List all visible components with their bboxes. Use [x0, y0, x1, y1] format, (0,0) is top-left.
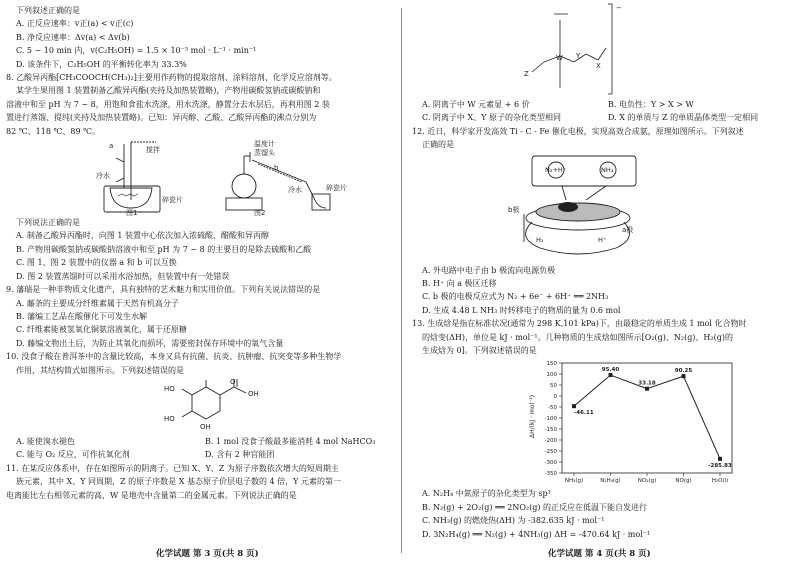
data-label: 33.18	[638, 381, 656, 388]
struct-label-ho-2: HO	[164, 414, 175, 423]
q11-line-1: 11. 在某反应体系中，存在如图所示的阴离子。已知 X、Y、Z 为原子序数依次增大的短周期主	[6, 463, 339, 473]
q8-option-c: C. 图 1、图 2 装置中的仪器 a 和 b 可以互换	[16, 258, 177, 268]
q13-option-d: D. 3N₂H₄(g) ══ N₂(g) + 4NH₃(g) ΔH = -470.64 kJ · mol⁻¹	[422, 529, 651, 539]
struct-label-oh-1: OH	[200, 422, 211, 431]
q8-apparatus-figure	[6, 138, 394, 216]
data-point	[645, 387, 649, 391]
q10-option-d: D. 含有 2 种官能团	[205, 450, 275, 460]
gallic-acid-structure	[6, 377, 394, 435]
fig1-label-stir: 搅拌	[146, 146, 160, 155]
data-point	[718, 457, 722, 461]
q10-option-c: C. 能与 O₂ 反应，可作抗氧化剂	[16, 450, 130, 460]
q13-option-a: A. N₂H₄ 中氮原子的杂化类型为 sp³	[422, 489, 551, 499]
question-11-options	[412, 98, 794, 125]
q13-line-2: 的焓变(ΔH)，单位是 kJ · mol⁻¹。几种物质的生成焓如图所示[O₂(g)、N₂(g)、H₂(g)的	[422, 332, 733, 342]
apparatus-drawing	[6, 138, 394, 216]
fig2-label-water: 冷水	[288, 186, 302, 195]
anion-label-w: W	[556, 54, 563, 62]
q12-line-2: 正确的是	[422, 140, 454, 150]
anion-label-y: Y	[576, 52, 581, 60]
y-tick-label: 50	[550, 383, 557, 390]
left-page	[6, 0, 394, 565]
left-page-footer: 化学试题 第 3 页(共 8 页)	[156, 548, 259, 559]
right-page-footer: 化学试题 第 4 页(共 8 页)	[548, 548, 651, 559]
anion-label-z-1: Z	[524, 70, 529, 78]
fig-label-h-ion: H⁺	[598, 235, 607, 244]
fig-label-n2-h: N₂+H⁺	[545, 165, 567, 174]
q8-option-b: B. 产物用碳酸氢钠或碳酸钠溶液中和至 pH 为 7 ~ 8 的主要目的是除去硫酸和乙酸	[16, 244, 312, 254]
data-label: 90.25	[674, 368, 693, 375]
q9-option-d: D. 藤编文物出土后，为防止其氧化而损坏，需要密封保存环境中的氧气含量	[16, 338, 284, 348]
q9-option-c: C. 纤维素能被氢氧化铜氨溶液氧化，属于还原糖	[16, 325, 187, 335]
svg-text:b: b	[274, 164, 279, 173]
struct-label-ho-1: HO	[164, 384, 175, 393]
q9-option-b: B. 藩编工艺品在酸催化下可发生水解	[16, 311, 147, 321]
svg-text:−: −	[616, 4, 622, 12]
structure-drawing	[6, 377, 394, 435]
question-8	[6, 71, 394, 283]
q8-line-3: 溶液中和至 pH 为 7 ~ 8，用饱和食盐水洗涤，用水洗涤，静置分去水层后，再利用图 2 装	[6, 99, 330, 109]
chart-ylabel: ΔH/(kJ · mol⁻¹)	[529, 395, 536, 439]
q13-option-c: C. NH₃(g) 的燃烧热(ΔH) 为 -382.635 kJ · mol⁻¹	[422, 516, 605, 526]
x-tick-label: NO(g)	[675, 478, 692, 485]
q7-option-c: C. 5 ~ 10 min 内，v(C₂H₅OH) = 1.5 × 10⁻³ mol · L⁻¹ · min⁻¹	[16, 46, 257, 56]
y-tick-label: -300	[544, 460, 557, 467]
q10-option-a: A. 能使溴水褪色	[16, 436, 75, 446]
q8-line-5: 82 ℃、118 ℃、89 ℃。	[6, 126, 101, 136]
q11-option-b: B. 电负性：Y > X > W	[608, 100, 694, 109]
data-label: -285.83	[708, 463, 732, 470]
struct-label-oh-2: OH	[248, 389, 259, 398]
q12-option-d: D. 生成 4.48 L NH₃ 时转移电子的物质的量为 0.6 mol	[422, 305, 621, 315]
question-12	[412, 125, 794, 317]
x-tick-label: NH₃(g)	[564, 478, 584, 485]
q11-option-d: D. X 的单质与 Z 的单质晶体类型一定相同	[608, 113, 759, 123]
fig2-label-thermometer: 温度计	[254, 140, 275, 149]
electrode-figure	[412, 152, 794, 264]
q8-line-2: 某学生果用图 1 装置制备乙酸异丙酯(夹持及加热装置略)，产物用碳酸氢钠或碳酸钠和	[16, 86, 321, 96]
anion-drawing	[412, 0, 794, 98]
page-divider	[401, 8, 402, 553]
q12-option-c: C. b 极的电极反应式为 N₂ + 6e⁻ + 6H⁺ ══ 2NH₃	[422, 292, 609, 302]
q11-line-2: 族元素，其中 X、Y 同周期，Z 的原子序数是 X 基态原子价层电子数的 4 倍，Y 元素的第一	[16, 477, 341, 487]
struct-label-o: O	[230, 377, 236, 386]
q7-option-a: A. 正反应速率：v正(a) < v正(c)	[16, 19, 134, 29]
q12-line-1: 12. 近日，科学家开发高效 Ti - C - Fe 催化电极，实现高效合成氨，原理如图所示。下列叙述	[412, 126, 744, 136]
chart-series	[572, 367, 732, 469]
chart-axis	[545, 361, 729, 484]
q8-option-a: A. 制备乙酸异丙酯时，向图 1 装置中心依次加入浓硫酸、醋酸和异丙醇	[16, 231, 270, 241]
q7-option-b: B. 净反应速率：Δv(a) < Δv(b)	[16, 32, 130, 42]
svg-text:a: a	[109, 142, 114, 151]
y-tick-label: 100	[546, 372, 557, 379]
right-page	[412, 0, 794, 565]
y-tick-label: -100	[544, 416, 557, 423]
fig-label-nh3: NH₃	[601, 165, 614, 174]
y-tick-label: -150	[544, 427, 557, 434]
x-tick-label: N₂H₄(g)	[600, 478, 621, 485]
q8-line-4: 置进行蒸馏、提纯(夹持及加热装置略)。已知：异丙醇、乙酸、乙酸异丙酯的沸点分别为	[6, 113, 317, 123]
q9-line-1: 9. 藩瑞是一种非物质文化遗产，具有独特的艺术魅力和实用价值。下列有关说法错误的是	[6, 285, 321, 295]
data-label: 95.40	[601, 367, 620, 374]
anion-label-x: X	[596, 62, 601, 70]
q10-option-b: B. 1 mol 没食子酸最多能消耗 4 mol NaHCO₃	[205, 436, 376, 446]
y-tick-label: -200	[544, 438, 557, 445]
fig-label-b-pole: b极	[508, 205, 520, 214]
q13-line-3: 生成焓为 0]。下列叙述错误的是	[422, 346, 537, 356]
question-7	[6, 4, 394, 71]
fig2-label-chips: 碎瓷片	[326, 184, 347, 193]
fig1-caption: 图1	[126, 209, 138, 217]
question-11	[6, 462, 394, 502]
anion-structure	[412, 0, 794, 98]
q10-line-2: 作用，其结构简式如图所示。下列叙述错误的是	[16, 365, 184, 375]
q13-line-1: 13. 生成焓是指在标准状况(通常为 298 K,101 kPa)下，由最稳定的单质生成 1 mol 化合物时	[412, 319, 747, 329]
data-label: -46.11	[574, 410, 594, 417]
q12-option-a: A. 外电路中电子由 b 极流向电源负极	[422, 265, 556, 275]
enthalpy-chart	[412, 357, 794, 487]
fig1-label-chips: 碎瓷片	[162, 196, 183, 205]
q12-option-b: B. H⁺ 向 a 极区迁移	[422, 279, 497, 289]
x-tick-label: NO₂(g)	[637, 478, 657, 485]
fig2-label-head: 蒸馏头	[254, 149, 275, 158]
q13-option-b: B. N₂(g) + 2O₂(g) ══ 2NO₂(g) 的正反应在低温下能自发进行	[422, 502, 648, 512]
fig1-label-water: 冷水	[96, 172, 110, 181]
q9-option-a: A. 藤条的主要成分纤维素属于天然有机高分子	[16, 298, 179, 308]
y-tick-label: 0	[553, 394, 557, 401]
data-point	[609, 373, 613, 377]
q8-line-1: 8. 乙酸异丙酯[CH₃COOCH(CH₃)₂]主要用作药物的提取溶剂、涂料溶剂、化学反应溶剂等。	[6, 73, 337, 83]
q11-option-a: A. 阴离子中 W 元素显 + 6 价	[422, 100, 530, 109]
y-tick-label: -350	[544, 471, 557, 478]
data-point	[572, 405, 576, 409]
q8-option-d: D. 图 2 装置蒸馏时可以采用水浴加热，但装置中有一处错误	[16, 271, 230, 281]
q11-option-c: C. 阴离子中 X、Y 原子的杂化类型相同	[422, 113, 561, 123]
y-tick-label: -250	[544, 449, 557, 456]
fig-label-a-pole: a极	[622, 225, 634, 234]
question-9	[6, 283, 394, 350]
enthalpy-chart-svg	[412, 357, 794, 487]
q8-stem: 下列说法正确的是	[16, 218, 80, 228]
q10-line-1: 10. 没食子酸在普洱茶中的含量比较高，本身又具有抗菌、抗炎、抗肿瘤、抗突变等多种生物学	[6, 352, 342, 362]
y-tick-label: 150	[546, 361, 557, 368]
chart-grid	[562, 363, 732, 473]
q11-line-3: 电离能比左右相邻元素的高，W 是地壳中含量第二的金属元素。下列说法正确的是	[6, 490, 297, 500]
y-tick-label: -50	[548, 405, 557, 412]
question-13	[412, 317, 794, 541]
chart-frame	[562, 363, 732, 473]
q7-option-d: D. 该条件下，C₂H₅OH 的平衡转化率为 33.3%	[16, 59, 187, 69]
figure-2-distillation-setup	[226, 152, 330, 210]
data-point	[682, 375, 686, 379]
fig2-caption: 图2	[254, 209, 266, 217]
x-tick-label: H₂O(l)	[711, 478, 729, 485]
question-10	[6, 350, 394, 462]
q7-stem: 下列叙述正确的是	[16, 6, 80, 15]
fig-label-h2: H₂	[536, 235, 544, 244]
electrode-drawing	[412, 152, 794, 264]
